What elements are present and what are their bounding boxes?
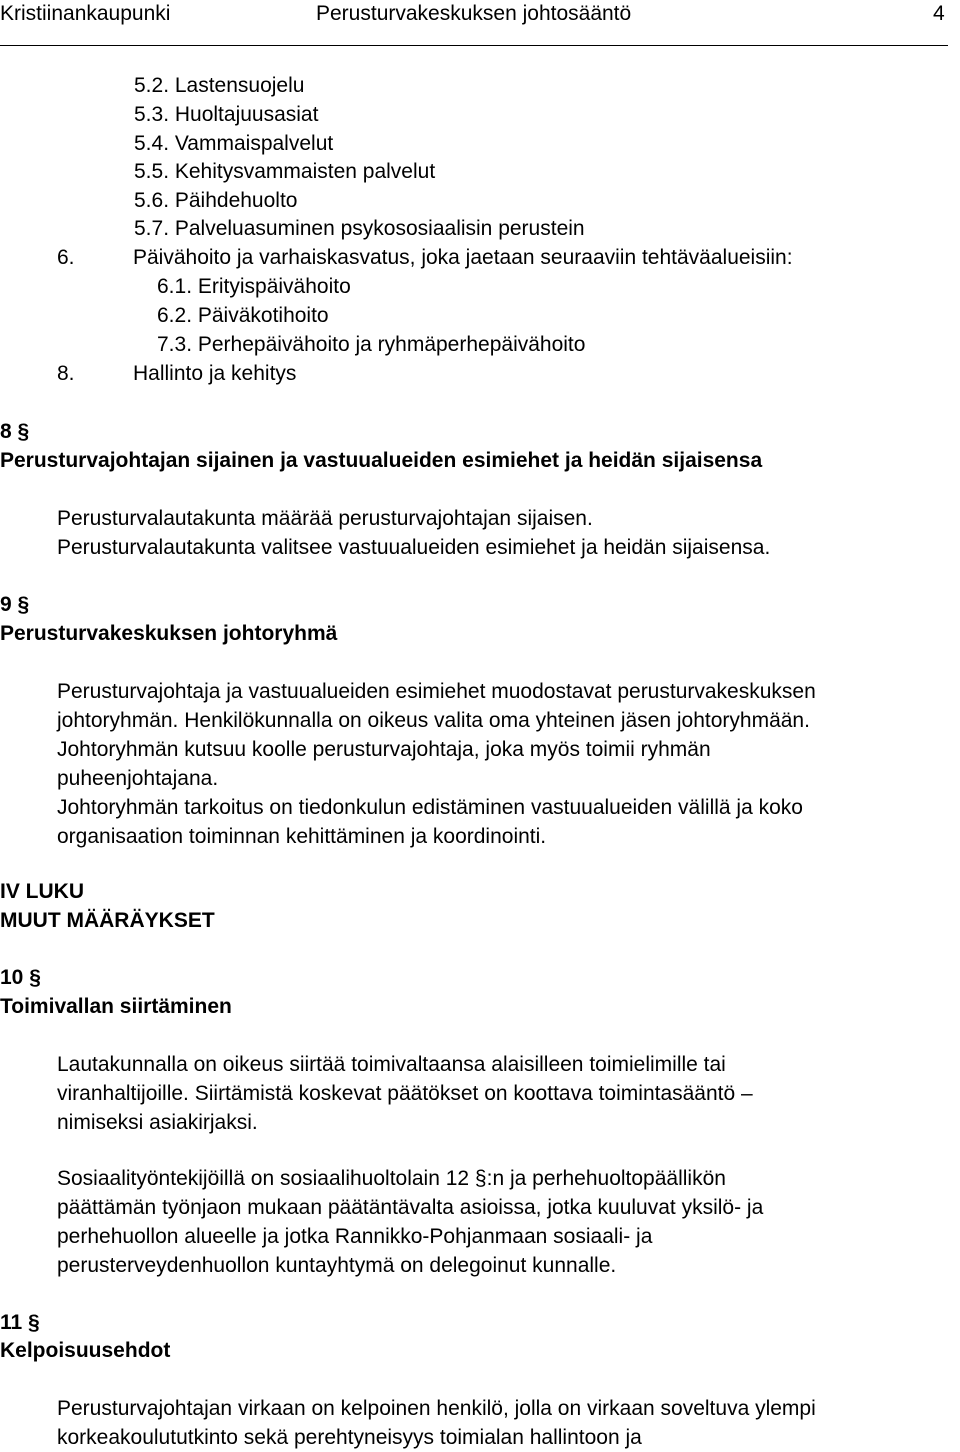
header-divider [0, 45, 948, 46]
chapter-label: IV LUKU [0, 880, 84, 903]
section-10-number: 10 § [0, 966, 41, 989]
header-municipality: Kristiinankaupunki [0, 2, 171, 25]
text-line: Perusturvajohtaja ja vastuualueiden esimiehet muodostavat perusturvakeskuksen [57, 680, 816, 703]
text-line: nimiseksi asiakirjaksi. [57, 1111, 258, 1134]
list-item: 5.4. Vammaispalvelut [134, 132, 334, 155]
list-item: 6.1. Erityispäivähoito [157, 275, 351, 298]
section-8-title: Perusturvajohtajan sijainen ja vastuualueiden esimiehet ja heidän sijaisensa [0, 449, 763, 472]
header-page-number: 4 [933, 2, 945, 25]
list-item: 5.7. Palveluasuminen psykososiaalisin perustein [134, 217, 585, 240]
text-line: perusterveydenhuollon kuntayhtymä on delegoinut kunnalle. [57, 1254, 617, 1277]
text-line: Sosiaalityöntekijöillä on sosiaalihuoltolain 12 §:n ja perhehuoltopäällikön [57, 1167, 726, 1190]
section-11-number: 11 § [0, 1311, 40, 1334]
section-10-paragraph-1 [57, 1050, 959, 1137]
text-line: Perusturvalautakunta määrää perusturvajohtajan sijaisen. [57, 507, 593, 530]
header-document-title: Perusturvakeskuksen johtosääntö [316, 2, 632, 25]
section-9-body [57, 677, 959, 851]
list-item: 5.6. Päihdehuolto [134, 189, 298, 212]
section-8-body [57, 504, 959, 562]
chapter-title: MUUT MÄÄRÄYKSET [0, 909, 215, 932]
text-line: johtoryhmän. Henkilökunnalla on oikeus valita oma yhteinen jäsen johtoryhmään. [57, 709, 810, 732]
list-text: Hallinto ja kehitys [133, 362, 297, 385]
list-item: 5.2. Lastensuojelu [134, 74, 305, 97]
section-9-number: 9 § [0, 593, 30, 616]
text-line: Johtoryhmän tarkoitus on tiedonkulun edistäminen vastuualueiden välillä ja koko [57, 796, 803, 819]
text-line: viranhaltijoille. Siirtämistä koskevat päätökset on koottava toimintasääntö – [57, 1082, 753, 1105]
text-line: perhehuollon alueelle ja jotka Rannikko-Pohjanmaan sosiaali- ja [57, 1225, 653, 1248]
text-line: päättämän työnjaon mukaan päätäntävalta asioissa, jotka kuuluvat yksilö- ja [57, 1196, 764, 1219]
section-11-title: Kelpoisuusehdot [0, 1339, 171, 1362]
text-line: Perusturvalautakunta valitsee vastuualueiden esimiehet ja heidän sijaisensa. [57, 536, 771, 559]
section-10-paragraph-2 [57, 1164, 959, 1280]
text-line: puheenjohtajana. [57, 767, 219, 790]
text-line: Perusturvajohtajan virkaan on kelpoinen henkilö, jolla on virkaan soveltuva ylempi [57, 1397, 816, 1420]
text-line: Lautakunnalla on oikeus siirtää toimivaltaansa alaisilleen toimielimille tai [57, 1053, 726, 1076]
list-item: 7.3. Perhepäivähoito ja ryhmäperhepäivähoito [157, 333, 586, 356]
list-item-8 [57, 359, 296, 388]
list-item: 5.3. Huoltajuusasiat [134, 103, 319, 126]
section-10-title: Toimivallan siirtäminen [0, 995, 232, 1018]
section-9-title: Perusturvakeskuksen johtoryhmä [0, 622, 338, 645]
page-header [0, 0, 960, 30]
list-number: 6. [57, 246, 75, 269]
section-11-body [57, 1394, 959, 1452]
text-line: organisaation toiminnan kehittäminen ja koordinointi. [57, 825, 547, 848]
list-item: 6.2. Päiväkotihoito [157, 304, 329, 327]
list-item: 5.5. Kehitysvammaisten palvelut [134, 160, 436, 183]
list-item-6 [57, 243, 793, 272]
text-line: Johtoryhmän kutsuu koolle perusturvajohtaja, joka myös toimii ryhmän [57, 738, 711, 761]
section-8-number: 8 § [0, 420, 30, 443]
list-number: 8. [57, 362, 75, 385]
list-text: Päivähoito ja varhaiskasvatus, joka jaetaan seuraaviin tehtäväalueisiin: [133, 246, 793, 269]
text-line: korkeakoulututkinto sekä perehtyneisyys toimialan hallintoon ja [57, 1426, 642, 1449]
